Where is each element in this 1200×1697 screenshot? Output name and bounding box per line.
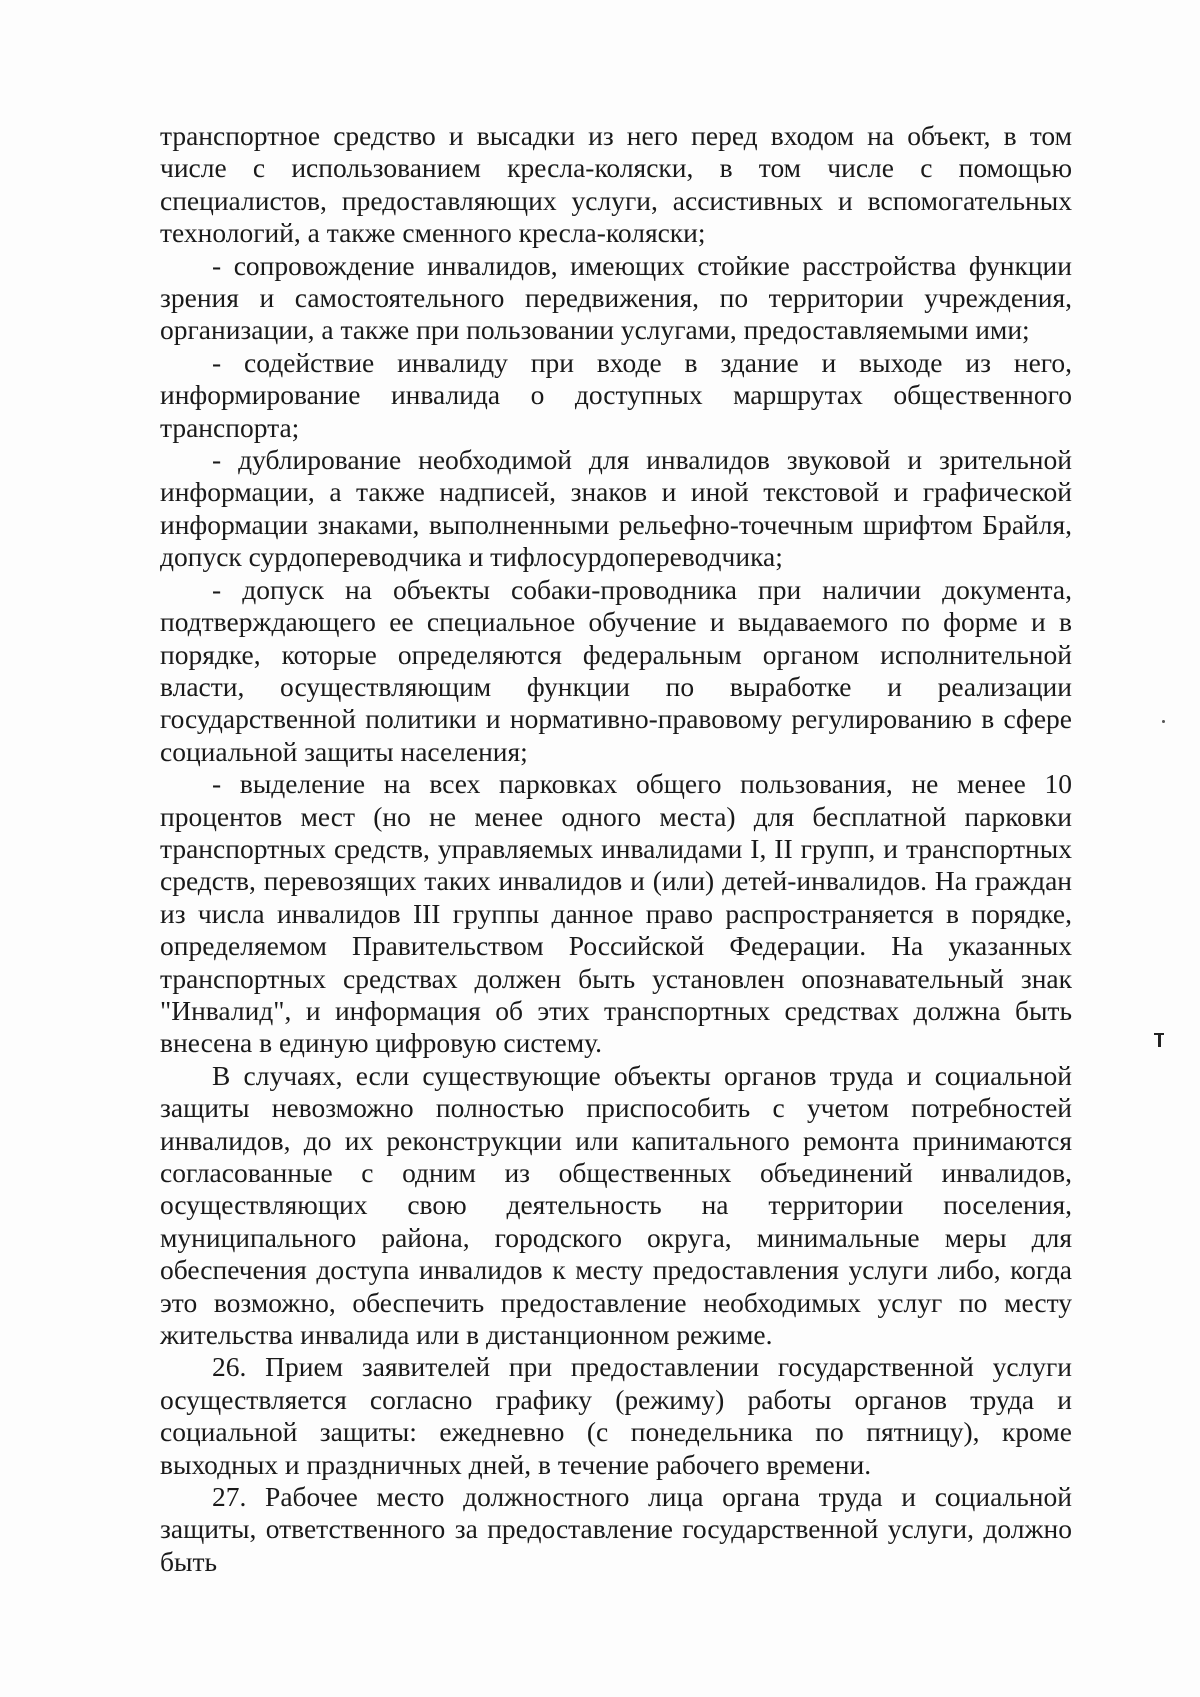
scan-margin-mark	[1158, 1035, 1161, 1047]
paragraph-parking: - выделение на всех парковках общего пользования, не менее 10 процентов мест (но не менее одного места) для бесплатной парковки транспортных средств, управляемых инвалидами I, II групп, и транспортных средств, перевозящих таких инвалидов и (или) детей-инвалидов. На граждан из числа инвалидов III группы данное право распространяется в порядке, определяемом Правительством Российской Федерации. На указанных транспортных средствах должен быть установлен опознавательный знак "Инвалид", и информация об этих транспортных средствах должна быть внесена в единую цифровую систему.	[160, 768, 1072, 1059]
document-body	[160, 120, 1072, 1578]
paragraph-continuation: транспортное средство и высадки из него перед входом на объект, в том числе с использованием кресла-коляски, в том числе с помощью специалистов, предоставляющих услуги, ассистивных и вспомогательных технологий, а также сменного кресла-коляски;	[160, 120, 1072, 249]
paragraph-entry-assistance: - содействие инвалиду при входе в здание и выходе из него, информирование инвалида о доступных маршрутах общественного транспорта;	[160, 346, 1072, 443]
paragraph-item-26: 26. Прием заявителей при предоставлении государственной услуги осуществляется согласно графику (режиму) работы органов труда и социальной защиты: ежедневно (с понедельника по пятницу), кроме выходных и праздничных дней, в течение рабочего времени.	[160, 1351, 1072, 1480]
paragraph-escort-disabled: - сопровождение инвалидов, имеющих стойкие расстройства функции зрения и самостоятельного передвижения, по территории учреждения, организации, а также при пользовании услугами, предоставляемыми ими;	[160, 249, 1072, 346]
scan-speck	[1162, 720, 1165, 723]
paragraph-item-27: 27. Рабочее место должностного лица органа труда и социальной защиты, ответственного за предоставление государственной услуги, должно быть	[160, 1481, 1072, 1577]
paragraph-minimal-measures: В случаях, если существующие объекты органов труда и социальной защиты невозможно полностью приспособить с учетом потребностей инвалидов, до их реконструкции или капитального ремонта принимаются согласованные с одним из общественных объединений инвалидов, осуществляющих свою деятельность на территории поселения, муниципального района, городского округа, минимальные меры для обеспечения доступа инвалидов к месту предоставления услуги либо, когда это возможно, обеспечить предоставление необходимых услуг по месту жительства инвалида или в дистанционном режиме.	[160, 1059, 1072, 1351]
paragraph-information-duplication: - дублирование необходимой для инвалидов звуковой и зрительной информации, а также надписей, знаков и иной текстовой и графической информации знаками, выполненными рельефно-точечным шрифтом Брайля, допуск сурдопереводчика и тифлосурдопереводчика;	[160, 444, 1072, 573]
paragraph-guide-dog: - допуск на объекты собаки-проводника при наличии документа, подтверждающего ее специальное обучение и выдаваемого по форме и в порядке, которые определяются федеральным органом исполнительной власти, осуществляющим функции по выработке и реализации государственной политики и нормативно-правовому регулированию в сфере социальной защиты населения;	[160, 573, 1072, 767]
